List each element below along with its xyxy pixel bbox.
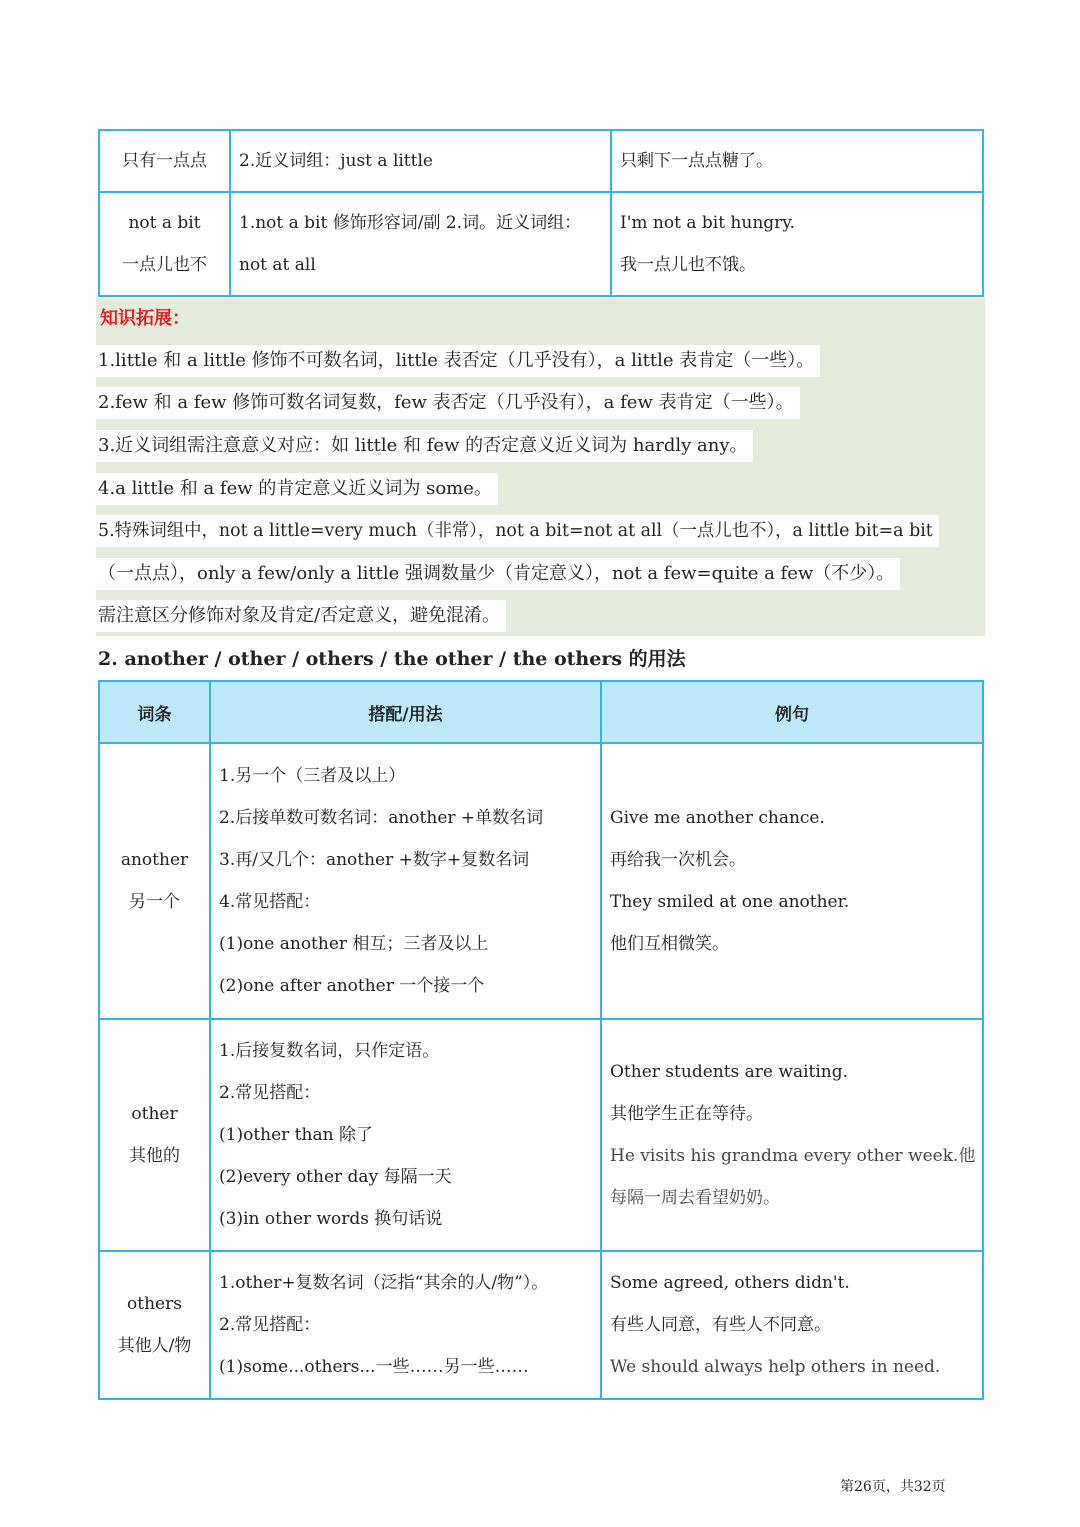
cell-line: Some agreed, others didn't.: [610, 1273, 850, 1293]
cell-line: 再给我一次机会。: [610, 850, 746, 870]
cell-line: 其他的: [129, 1146, 180, 1166]
cell-line: (1)one another 相互；三者及以上: [219, 934, 489, 954]
example-cell: [611, 192, 983, 296]
cell-line: (1)other than 除了: [219, 1125, 373, 1145]
extension-title: 知识拓展：: [100, 308, 190, 329]
cell-line: (1)some...others...一些……另一些……: [219, 1357, 529, 1377]
column-header: 例句: [601, 681, 983, 743]
column-header: 搭配/用法: [210, 681, 601, 743]
usage-cell: [230, 130, 611, 192]
table-row: [99, 130, 983, 192]
cell-line: (3)in other words 换句话说: [219, 1209, 443, 1229]
cell-line: 1.other+复数名词（泛指“其余的人/物”）。: [219, 1273, 549, 1293]
word-cell: [99, 130, 230, 192]
table-row: [99, 1019, 983, 1251]
cell-line: 3.再/又几个：another +数字+复数名词: [219, 850, 530, 870]
table-row: [99, 192, 983, 296]
cell-line: not at all: [239, 255, 316, 275]
cell-line: (2)one after another 一个接一个: [219, 976, 485, 996]
word-cell: [99, 192, 230, 296]
extension-line: 需注意区分修饰对象及肯定/否定意义，避免混淆。: [96, 600, 506, 632]
usage-cell: [210, 743, 601, 1019]
table-row: [99, 743, 983, 1019]
cell-line: Give me another chance.: [610, 808, 825, 828]
cell-line: 我一点儿也不饿。: [620, 255, 756, 275]
usage-cell: [210, 1019, 601, 1251]
cell-line: 2.常见搭配：: [219, 1083, 321, 1103]
column-header: 词条: [99, 681, 210, 743]
cell-line: 2.常见搭配：: [219, 1315, 321, 1335]
table-header-row: [99, 681, 983, 743]
extension-line: （一点点），only a few/only a little 强调数量少（肯定意义），not a few=quite a few（不少）。: [96, 558, 900, 590]
cell-line: not a bit: [128, 213, 201, 233]
cell-line: 1.后接复数名词，只作定语。: [219, 1041, 440, 1061]
cell-line: (2)every other day 每隔一天: [219, 1167, 452, 1187]
word-cell: [99, 1019, 210, 1251]
extension-line: 2.few 和 a few 修饰可数名词复数，few 表否定（几乎没有），a few 表肯定（一些）。: [96, 387, 800, 419]
example-cell: [611, 130, 983, 192]
cell-line: 他们互相微笑。: [610, 934, 729, 954]
cell-line: I'm not a bit hungry.: [620, 213, 796, 233]
cell-line: others: [127, 1294, 182, 1314]
example-cell: [601, 1019, 983, 1251]
usage-table: [98, 680, 984, 1400]
example-cell: [601, 743, 983, 1019]
cell-line: 有些人同意，有些人不同意。: [610, 1315, 831, 1335]
table-row: [99, 1251, 983, 1399]
extension-line: 1.little 和 a little 修饰不可数名词，little 表否定（几乎没有），a little 表肯定（一些）。: [96, 345, 820, 377]
extension-line: 3.近义词组需注意意义对应：如 little 和 few 的否定意义近义词为 hardly any。: [96, 430, 753, 462]
cell-line: 一点儿也不: [122, 255, 207, 275]
cell-line: They smiled at one another.: [610, 892, 850, 912]
knowledge-extension-box: [96, 298, 985, 636]
cell-line: 2.后接单数可数名词：another +单数名词: [219, 808, 544, 828]
cell-line: other: [131, 1104, 178, 1124]
cell-line: He visits his grandma every other week.他每隔一周去看望奶奶。: [610, 1146, 976, 1208]
page-number: 第26页，共32页: [840, 1479, 946, 1495]
cell-line: 只有一点点: [122, 151, 207, 171]
extension-line: 4.a little 和 a few 的肯定意义近义词为 some。: [96, 473, 498, 505]
cell-line: 只剩下一点点糖了。: [620, 151, 773, 171]
cell-line: another: [120, 850, 189, 870]
usage-cell: [210, 1251, 601, 1399]
usage-cell: [230, 192, 611, 296]
cell-line: 1.另一个（三者及以上）: [219, 766, 406, 786]
cell-line: 4.常见搭配：: [219, 892, 321, 912]
section-heading: 2. another / other / others / the other / the others 的用法: [98, 648, 686, 670]
cell-line: 其他人/物: [117, 1336, 192, 1356]
vocab-table-continued: [98, 129, 984, 297]
extension-line: 5.特殊词组中，not a little=very much（非常），not a bit=not at all（一点儿也不），a little bit=a bit: [96, 515, 939, 547]
cell-line: Other students are waiting.: [610, 1062, 849, 1082]
cell-line: 其他学生正在等待。: [610, 1104, 763, 1124]
word-cell: [99, 1251, 210, 1399]
example-cell: [601, 1251, 983, 1399]
cell-line: 1.not a bit 修饰形容词/副 2.词。近义词组：: [239, 213, 582, 233]
cell-line: We should always help others in need.: [610, 1357, 941, 1377]
cell-line: 2.近义词组：just a little: [239, 151, 433, 171]
cell-line: 另一个: [129, 892, 180, 912]
word-cell: [99, 743, 210, 1019]
